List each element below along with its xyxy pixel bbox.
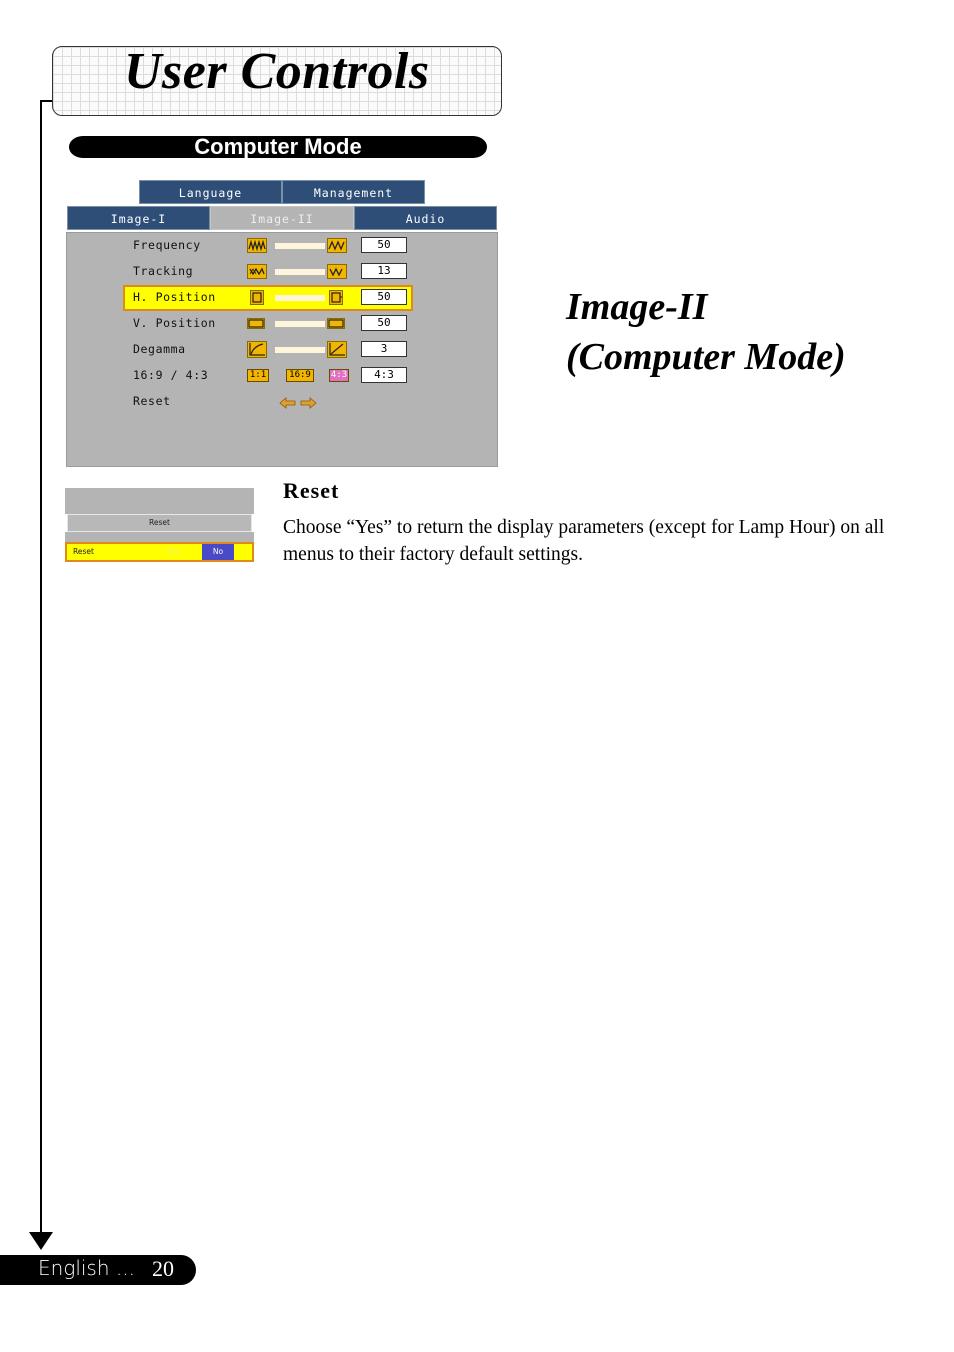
menu-row-h-position[interactable]	[67, 285, 499, 311]
frequency-slider[interactable]	[275, 243, 325, 249]
tracking-increase-icon[interactable]	[327, 264, 347, 279]
degamma-value: 3	[361, 341, 407, 357]
reset-dialog	[65, 488, 254, 562]
ratio-option-4-3[interactable]: 4:3	[330, 370, 348, 380]
dialog-reset-label: Reset	[73, 547, 94, 556]
dialog-background	[65, 488, 254, 514]
v-position-up-icon[interactable]	[247, 318, 265, 329]
frequency-value: 50	[361, 237, 407, 253]
menu-row-degamma[interactable]	[67, 337, 499, 363]
ratio-option-16-9[interactable]: 16:9	[286, 369, 314, 382]
guide-arrow-down-icon	[29, 1232, 53, 1250]
dialog-gap	[65, 532, 254, 542]
menu-row-tracking[interactable]	[67, 259, 499, 285]
dialog-reset-row	[65, 542, 254, 562]
tracking-value: 13	[361, 263, 407, 279]
page-title: User Controls	[124, 43, 430, 100]
osd-menu	[66, 180, 498, 467]
frequency-decrease-icon[interactable]	[247, 238, 267, 253]
h-position-value: 50	[361, 289, 407, 305]
h-position-slider[interactable]	[275, 295, 325, 301]
dialog-title: Reset	[67, 514, 252, 532]
menu-row-aspect-ratio[interactable]	[67, 363, 499, 389]
v-position-down-icon[interactable]	[327, 318, 345, 329]
ratio-option-1-1[interactable]: 1:1	[247, 369, 269, 382]
tracking-decrease-icon[interactable]	[247, 264, 267, 279]
submenu-heading-line2: (Computer Mode)	[566, 336, 846, 378]
h-position-right-icon[interactable]	[329, 290, 343, 305]
menu-row-reset[interactable]	[67, 389, 499, 415]
submenu-heading-line1: Image-II	[566, 286, 708, 328]
left-right-arrows-icon[interactable]	[279, 395, 317, 414]
reset-description: Choose “Yes” to return the display parameters (except for Lamp Hour) on all menus to their factory default settings.	[283, 517, 885, 565]
yes-button[interactable]: Yes	[167, 547, 180, 556]
v-position-value: 50	[361, 315, 407, 331]
row-label: V. Position	[133, 316, 216, 330]
menu-row-frequency[interactable]	[67, 233, 499, 259]
row-label: H. Position	[133, 290, 216, 304]
reset-heading: Reset	[283, 478, 340, 503]
v-position-slider[interactable]	[275, 321, 325, 327]
row-label: Reset	[133, 394, 171, 408]
footer-language: English ...	[38, 1256, 135, 1280]
section-label: Computer Mode	[69, 136, 487, 158]
row-label: 16:9 / 4:3	[133, 368, 209, 382]
row-label: Degamma	[133, 342, 186, 356]
tab-audio[interactable]: Audio	[354, 206, 497, 230]
page-footer	[0, 1255, 196, 1285]
degamma-slider[interactable]	[275, 347, 325, 353]
tab-image-i[interactable]: Image-I	[67, 206, 210, 230]
row-label: Tracking	[133, 264, 194, 278]
degamma-increase-icon[interactable]	[327, 341, 347, 358]
row-label: Frequency	[133, 238, 201, 252]
aspect-ratio-value: 4:3	[361, 367, 407, 383]
no-button[interactable]: No	[202, 544, 234, 560]
h-position-left-icon[interactable]	[250, 290, 264, 305]
guide-line-vertical	[40, 100, 42, 1236]
tab-management[interactable]: Management	[282, 180, 425, 204]
submenu-heading	[566, 282, 936, 382]
degamma-decrease-icon[interactable]	[247, 341, 267, 358]
tracking-slider[interactable]	[275, 269, 325, 275]
osd-panel	[66, 232, 498, 467]
menu-row-v-position[interactable]	[67, 311, 499, 337]
tab-image-ii[interactable]: Image-II	[210, 206, 354, 230]
frequency-increase-icon[interactable]	[327, 238, 347, 253]
page-number: 20	[152, 1256, 174, 1281]
tab-language[interactable]: Language	[139, 180, 282, 204]
